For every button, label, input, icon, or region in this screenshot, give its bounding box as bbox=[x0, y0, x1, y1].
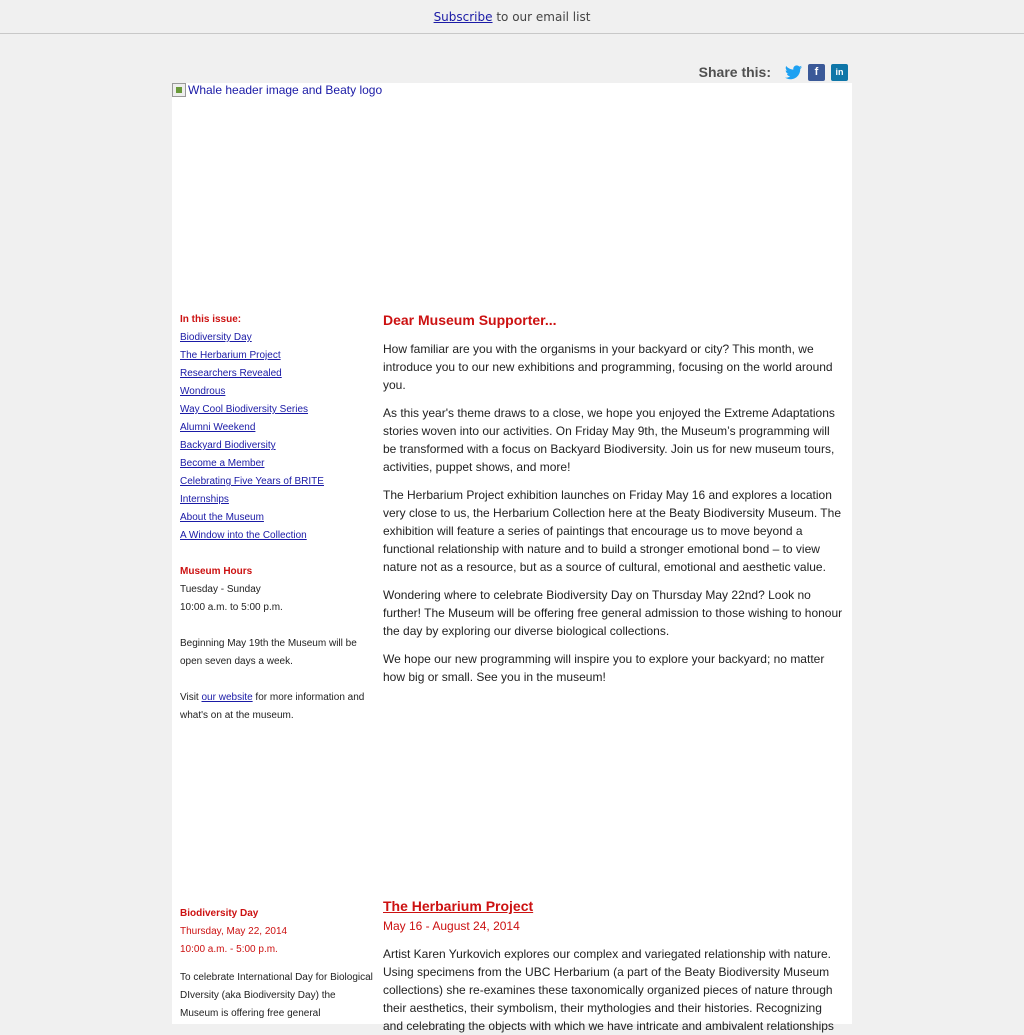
sidebar-link-biodiversity-day[interactable]: Biodiversity Day bbox=[180, 332, 252, 343]
bioday-date: Thursday, May 22, 2014 bbox=[180, 926, 288, 937]
sidebar-link-window-collection[interactable]: A Window into the Collection bbox=[180, 530, 307, 541]
share-label: Share this: bbox=[698, 64, 771, 80]
herbarium-title-link[interactable]: The Herbarium Project bbox=[383, 898, 534, 914]
sidebar-link-alumni-weekend[interactable]: Alumni Weekend bbox=[180, 422, 256, 433]
intro-paragraph: As this year's theme draws to a close, we hope you enjoyed the Extreme Adaptations stories woven into our activities. On Friday May 9th, the Museum’s programming will be transformed with a focus on Backyard Biodiversity. Join us for new museum tours, activities, puppet shows, and more! bbox=[383, 406, 835, 474]
subscribe-link[interactable]: Subscribe bbox=[433, 10, 493, 24]
bioday-title: Biodiversity Day bbox=[180, 908, 259, 919]
sidebar-link-backyard-biodiversity[interactable]: Backyard Biodiversity bbox=[180, 440, 276, 451]
hours-days: Tuesday - Sunday bbox=[180, 584, 261, 595]
subscribe-text: to our email list bbox=[492, 10, 591, 24]
sidebar-link-herbarium-project[interactable]: The Herbarium Project bbox=[180, 350, 281, 361]
share-bar bbox=[699, 60, 848, 84]
intro-heading: Dear Museum Supporter... bbox=[383, 312, 557, 328]
sidebar bbox=[180, 311, 376, 725]
sidebar-link-wondrous[interactable]: Wondrous bbox=[180, 386, 226, 397]
visit-line-2: what's on at the museum. bbox=[180, 710, 294, 721]
herbarium-text: Artist Karen Yurkovich explores our complex and variegated relationship with nature. Using specimens from the UBC Herbarium (a part of the Beaty Biodiversity Museum collections) she re-examines these taxonomically organized pieces of nature through their aesthetics, their symbolism, their mythologies and their histories. Recognizing and celebrating the objects with which we have intricate and ambivalent relationships bbox=[383, 947, 834, 1033]
twitter-icon[interactable] bbox=[785, 64, 802, 81]
header-image[interactable] bbox=[172, 83, 382, 97]
beginning-line-2: open seven days a week. bbox=[180, 656, 293, 667]
biodiversity-day-sidebar bbox=[180, 905, 376, 1023]
sidebar-link-way-cool-series[interactable]: Way Cool Biodiversity Series bbox=[180, 404, 309, 415]
intro-paragraph: Wondering where to celebrate Biodiversity Day on Thursday May 22nd? Look no further! The Museum will be offering free general admission to those wishing to honour the day by exploring our diverse biological collections. bbox=[383, 588, 843, 638]
website-link[interactable]: our website bbox=[201, 692, 253, 703]
herbarium-section bbox=[383, 897, 845, 1035]
linkedin-icon[interactable]: in bbox=[831, 64, 848, 81]
intro-paragraph: The Herbarium Project exhibition launches on Friday May 16 and explores a location very close to us, the Herbarium Collection here at the Beaty Biodiversity Museum. The exhibition will feature a series of paintings that encourage us to move beyond a functional relationship with nature and to build a stronger emotional bond – to view nature not as a resource, but as a source of cultural, emotional and aesthetic value. bbox=[383, 488, 841, 574]
bioday-text: To celebrate International Day for Biological DIversity (aka Biodiversity Day) the Museum is offering free general bbox=[180, 972, 373, 1019]
hours-title: Museum Hours bbox=[180, 566, 253, 577]
header-image-alt: Whale header image and Beaty logo bbox=[188, 83, 383, 97]
newsletter-body bbox=[172, 83, 852, 1033]
beginning-line-1: Beginning May 19th the Museum will be bbox=[180, 638, 357, 649]
issue-title: In this issue: bbox=[180, 314, 242, 325]
sidebar-link-become-member[interactable]: Become a Member bbox=[180, 458, 265, 469]
bioday-time: 10:00 a.m. - 5:00 p.m. bbox=[180, 944, 278, 955]
intro-paragraph: We hope our new programming will inspire you to explore your backyard; no matter how big or small. See you in the museum! bbox=[383, 652, 825, 684]
intro-section bbox=[383, 311, 845, 696]
intro-paragraph: How familiar are you with the organisms in your backyard or city? This month, we introduce you to our new exhibitions and programming, focusing on the world around you. bbox=[383, 342, 833, 392]
sidebar-link-brite[interactable]: Celebrating Five Years of BRITE bbox=[180, 476, 324, 487]
subscribe-bar bbox=[0, 0, 1024, 34]
visit-line: Visit our website for more information and bbox=[180, 692, 365, 703]
sidebar-link-researchers-revealed[interactable]: Researchers Revealed bbox=[180, 368, 282, 379]
herbarium-dates: May 16 - August 24, 2014 bbox=[383, 919, 520, 933]
sidebar-link-about-museum[interactable]: About the Museum bbox=[180, 512, 264, 523]
broken-image-icon bbox=[172, 83, 186, 97]
facebook-icon[interactable]: f bbox=[808, 64, 825, 81]
hours-time: 10:00 a.m. to 5:00 p.m. bbox=[180, 602, 283, 613]
herbarium-heading bbox=[383, 897, 845, 915]
sidebar-link-internships[interactable]: Internships bbox=[180, 494, 229, 505]
